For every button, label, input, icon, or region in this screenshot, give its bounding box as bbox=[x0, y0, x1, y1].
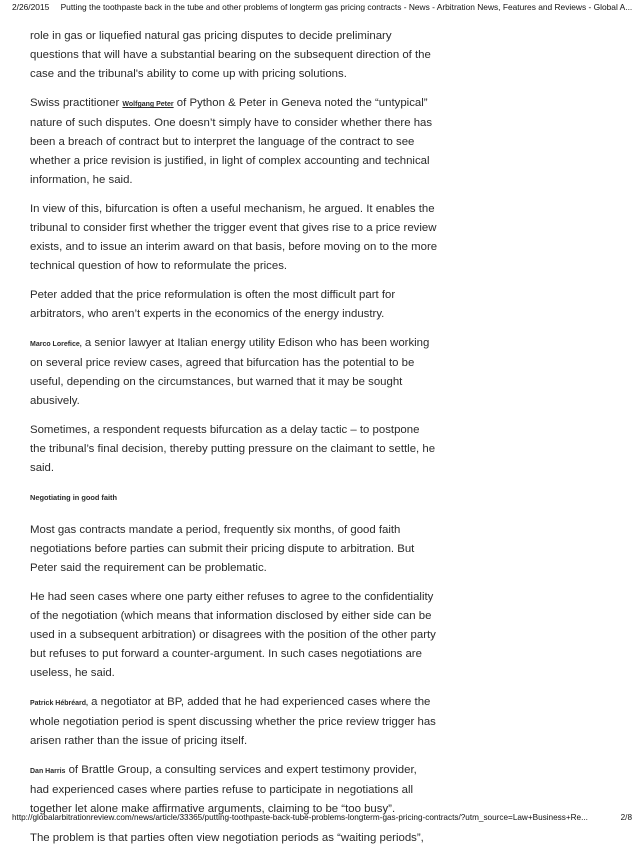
paragraph: Peter added that the price reformulation is often the most difficult part for arbitrators, who aren’t experts in the economics of the energy industry. bbox=[30, 289, 396, 320]
paragraph: Sometimes, a respondent requests bifurcation as a delay tactic – to postpone the tribunal’s final decision, thereby putting pressure on the claimant to settle, he said. bbox=[30, 424, 436, 474]
section-subheading: Negotiating in good faith bbox=[30, 493, 118, 502]
print-header bbox=[12, 2, 632, 12]
paragraph-text: of Brattle Group, a consulting services and expert testimony provider, had experienced cases where parties refuse to participate in negotiations all together let alone make affirmative arguments, claiming to be “too busy”. bbox=[30, 764, 417, 815]
paragraph-text: Swiss practitioner bbox=[30, 97, 123, 109]
person-link-wolfgang-peter[interactable]: Wolfgang Peter bbox=[122, 101, 174, 108]
paragraph: The problem is that parties often view negotiation periods as “waiting periods”, bbox=[30, 832, 424, 844]
paragraph-text: a negotiator at BP, added that he had experienced cases where the whole negotiation period is spent discussing whether the price review trigger has arisen rather than the issue of pricing itself. bbox=[30, 696, 436, 747]
page-number: 2/8 bbox=[620, 813, 632, 822]
paragraph-text: a senior lawyer at Italian energy utility Edison who has been working on several price review cases, agreed that bifurcation has the potential to be useful, depending on the circumstances, but warned that it may be sought abusively. bbox=[30, 337, 430, 407]
paragraph: role in gas or liquefied natural gas pricing disputes to decide preliminary questions that will have a substantial bearing on the subsequent direction of the case and the tribunal's ability to come up with pricing solutions. bbox=[30, 30, 431, 80]
paragraph bbox=[30, 94, 438, 190]
paragraph: Most gas contracts mandate a period, frequently six months, of good faith negotiations before parties can submit their pricing dispute to arbitration. But Peter said the requirement can be problematic. bbox=[30, 524, 415, 574]
person-name-dan-harris: Dan Harris bbox=[30, 768, 66, 775]
paragraph: In view of this, bifurcation is often a useful mechanism, he argued. It enables the tribunal to consider first whether the trigger event that gives rise to a price review exists, and to issue an interim award on that basis, before moving on to the more technical question of how to reformulate the prices. bbox=[30, 203, 438, 272]
paragraph bbox=[30, 693, 438, 751]
paragraph bbox=[30, 334, 438, 411]
print-date: 2/26/2015 bbox=[12, 2, 50, 12]
paragraph-text: of Python & Peter in Geneva noted the “untypical” nature of such disputes. One doesn’t simply have to consider whether there has been a breach of contract but to interpret the language of the contract to see whether a price revision is justified, in light of complex accounting and technical information, he said. bbox=[30, 97, 433, 186]
paragraph: He had seen cases where one party either refuses to agree to the confidentiality of the negotiation (which means that information disclosed by either side can be used in a subsequent arbitration) or disagrees with the position of the other party but refuses to put forward a counter-argument. In such cases negotiations are useless, he said. bbox=[30, 591, 436, 679]
print-footer bbox=[12, 813, 632, 822]
print-url: http://globalarbitrationreview.com/news/article/33365/putting-toothpaste-back-tube-problems-longterm-gas-pricing-contracts/?utm_source=Law+Business+Re... bbox=[12, 813, 588, 822]
person-name-patrick-hebreard: Patrick Hébréard, bbox=[30, 700, 88, 707]
print-page-title: Putting the toothpaste back in the tube and other problems of longterm gas pricing contracts - News - Arbitration News, Features and Reviews - Global A... bbox=[60, 2, 632, 12]
article-body bbox=[30, 27, 438, 858]
person-name-marco-lorefice: Marco Lorefice, bbox=[30, 341, 82, 348]
paragraph bbox=[30, 761, 438, 819]
